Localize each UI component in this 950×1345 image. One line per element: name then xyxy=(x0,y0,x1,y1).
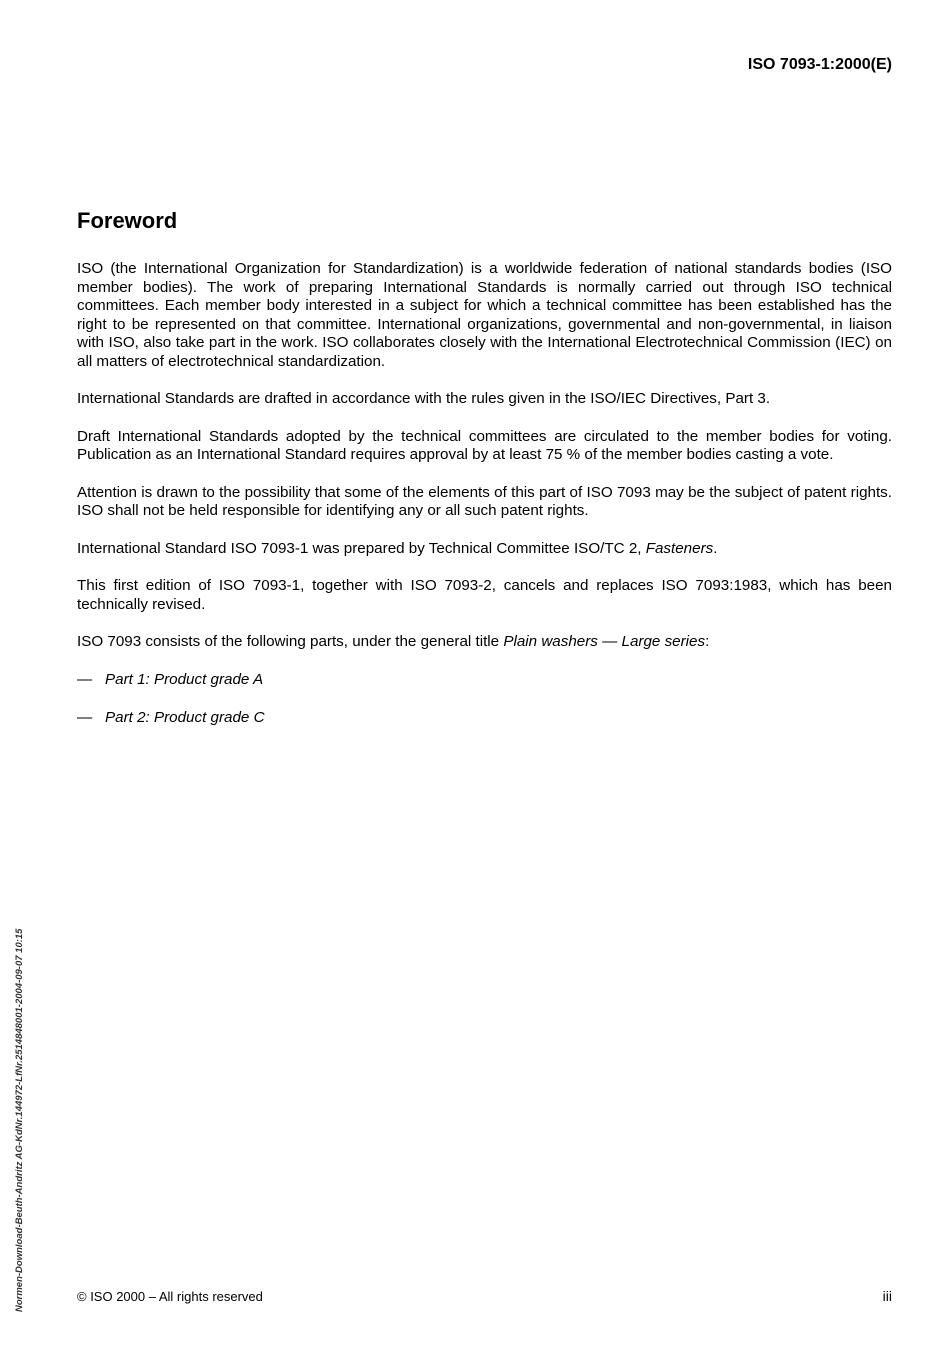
paragraph-edition: This first edition of ISO 7093-1, together with ISO 7093-2, cancels and replaces ISO 7093:1983, which has been technically revised. xyxy=(77,577,892,613)
paragraph-patent: Attention is drawn to the possibility that some of the elements of this part of ISO 7093 may be the subject of patent rights. ISO shall not be held responsible for identifying any or all such patent rights. xyxy=(77,483,892,519)
foreword-body xyxy=(77,260,892,748)
paragraph-parts-text: ISO 7093 consists of the following parts, under the general title xyxy=(77,633,504,650)
general-title: Plain washers — Large series xyxy=(503,633,706,650)
committee-name: Fasteners xyxy=(645,539,714,557)
paragraph-committee-end: . xyxy=(713,539,718,557)
list-item xyxy=(77,671,892,690)
paragraph-committee-text: International Standard ISO 7093-1 was prepared by Technical Committee ISO/TC 2, xyxy=(77,539,646,557)
paragraph-parts-end: : xyxy=(705,633,710,650)
part-2-title: Part 2: Product grade C xyxy=(105,709,265,726)
download-stamp: Normen-Download-Beuth-Andritz AG-KdNr.144972-LfNr.2514848001-2004-09-07 10:15 xyxy=(14,928,25,1312)
document-id: ISO 7093-1:2000(E) xyxy=(747,56,892,73)
paragraph-directives: International Standards are drafted in accordance with the rules given in the ISO/IEC Directives, Part 3. xyxy=(77,390,771,407)
dash-bullet: — xyxy=(77,670,93,688)
paragraph-committee xyxy=(77,540,892,559)
section-title: Foreword xyxy=(77,208,178,233)
list-item xyxy=(77,709,892,728)
paragraph-parts-intro xyxy=(77,633,892,652)
copyright-notice: © ISO 2000 – All rights reserved xyxy=(77,1289,263,1304)
page-number: iii xyxy=(882,1288,892,1304)
dash-bullet: — xyxy=(77,709,93,726)
paragraph-voting: Draft International Standards adopted by the technical committees are circulated to the member bodies for voting. Publication as an International Standard requires approval by at least 75 % of the member bodies casting a vote. xyxy=(77,427,892,463)
part-1-title: Part 1: Product grade A xyxy=(105,670,264,688)
paragraph-iso-intro: ISO (the International Organization for Standardization) is a worldwide federation of national standards bodies (ISO member bodies). The work of preparing International Standards is normally carried out through ISO technical committees. Each member body interested in a subject for which a technical committee has been established has the right to be represented on that committee. International organizations, governmental and non-governmental, in liaison with ISO, also take part in the work. ISO collaborates closely with the International Electrotechnical Commission (IEC) on all matters of electrotechnical standardization. xyxy=(77,260,892,370)
